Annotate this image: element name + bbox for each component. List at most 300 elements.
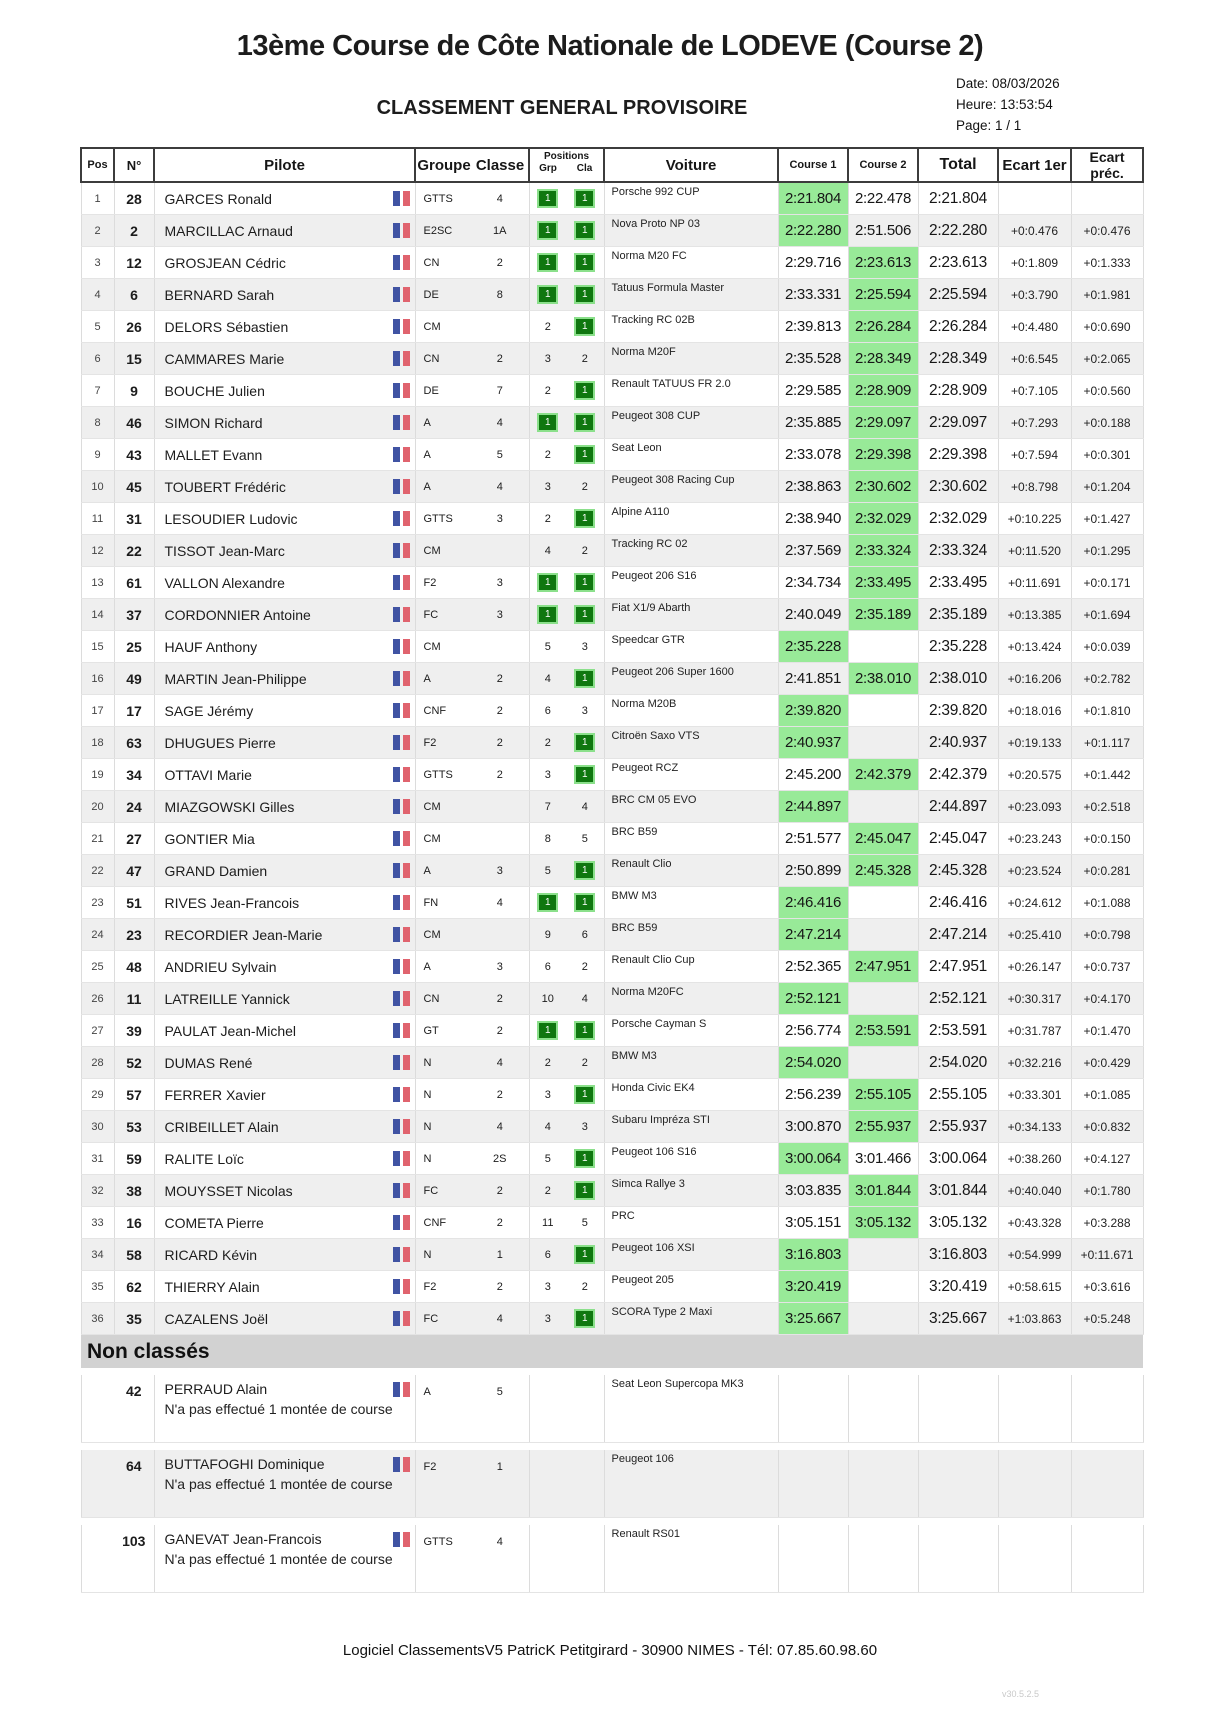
cell-course2: 2:33.495 <box>848 567 918 599</box>
cell-classe: 4 <box>471 182 529 215</box>
cell-ecart-prec: +0:0.429 <box>1071 1047 1143 1079</box>
cell-pos: 7 <box>81 375 114 407</box>
cell-course1: 2:46.416 <box>778 887 848 919</box>
cell-voiture: BRC B59 <box>604 919 778 951</box>
cell-total <box>918 1525 998 1593</box>
french-flag-icon <box>393 895 410 910</box>
table-row <box>81 631 1143 663</box>
cell-groupe: N <box>415 1239 471 1271</box>
pilot-name: VALLON Alexandre <box>164 574 285 591</box>
cell-cla-position: 2 <box>566 343 604 375</box>
cell-course2 <box>848 1450 918 1518</box>
french-flag-icon <box>393 575 410 590</box>
pilot-name: GARCES Ronald <box>164 190 272 207</box>
cell-course2: 2:45.328 <box>848 855 918 887</box>
cell-cla-position <box>566 247 604 279</box>
cell-grp-position <box>529 247 566 279</box>
cell-ecart-prec: +0:5.248 <box>1071 1303 1143 1335</box>
cell-ecart-prec: +0:1.204 <box>1071 471 1143 503</box>
cell-total: 2:26.284 <box>918 311 998 343</box>
cell-voiture: Peugeot RCZ <box>604 759 778 791</box>
cell-total: 2:53.591 <box>918 1015 998 1047</box>
french-flag-icon <box>393 223 410 238</box>
cell-classe: 4 <box>471 1111 529 1143</box>
cell-course2: 2:32.029 <box>848 503 918 535</box>
cell-cla-position <box>566 1525 604 1593</box>
pilot-name: CAMMARES Marie <box>164 350 285 367</box>
cell-groupe: CM <box>415 919 471 951</box>
cell-pilote <box>154 855 415 887</box>
cell-num: 11 <box>114 983 154 1015</box>
cell-course1: 2:51.577 <box>778 823 848 855</box>
cell-classe: 2 <box>471 343 529 375</box>
cell-pos: 28 <box>81 1047 114 1079</box>
cell-voiture: Renault Clio <box>604 855 778 887</box>
pilot-name: GROSJEAN Cédric <box>164 254 286 271</box>
cell-total: 2:29.398 <box>918 439 998 471</box>
cell-ecart-prec: +0:1.088 <box>1071 887 1143 919</box>
cell-pos <box>81 1525 114 1593</box>
pilot-name: TISSOT Jean-Marc <box>164 542 285 559</box>
cell-ecart-1er: +0:26.147 <box>998 951 1071 983</box>
cell-ecart-1er: +0:3.790 <box>998 279 1071 311</box>
cell-course1 <box>778 1375 848 1443</box>
french-flag-icon <box>393 1151 410 1166</box>
pilot-name: RALITE Loïc <box>164 1150 244 1167</box>
position-1-badge: 1 <box>574 381 595 400</box>
cell-course2: 2:55.105 <box>848 1079 918 1111</box>
col-header-voiture: Voiture <box>604 148 778 182</box>
cell-ecart-prec <box>1071 1375 1143 1443</box>
cell-ecart-1er: +0:19.133 <box>998 727 1071 759</box>
pilot-name: COMETA Pierre <box>164 1214 264 1231</box>
cell-ecart-prec: +0:1.780 <box>1071 1175 1143 1207</box>
cell-ecart-1er: +0:16.206 <box>998 663 1071 695</box>
pilot-name: ANDRIEU Sylvain <box>164 958 277 975</box>
cell-grp-position: 6 <box>529 695 566 727</box>
cell-pilote <box>154 407 415 439</box>
cell-num: 49 <box>114 663 154 695</box>
col-header-classe: Classe <box>475 156 525 174</box>
cell-pilote <box>154 663 415 695</box>
position-1-badge: 1 <box>574 733 595 752</box>
col-header-grp: Grp <box>529 163 566 182</box>
cell-pos: 1 <box>81 182 114 215</box>
cell-course1: 2:35.228 <box>778 631 848 663</box>
cell-voiture: Citroën Saxo VTS <box>604 727 778 759</box>
cell-groupe: CM <box>415 823 471 855</box>
meta-block <box>956 73 1060 136</box>
cell-num: 28 <box>114 182 154 215</box>
cell-grp-position: 5 <box>529 631 566 663</box>
cell-voiture: PRC <box>604 1207 778 1239</box>
cell-num: 16 <box>114 1207 154 1239</box>
cell-num: 103 <box>114 1525 154 1593</box>
cell-cla-position <box>566 311 604 343</box>
cell-cla-position <box>566 887 604 919</box>
cell-grp-position: 10 <box>529 983 566 1015</box>
cell-num: 43 <box>114 439 154 471</box>
cell-course1: 2:47.214 <box>778 919 848 951</box>
unclassified-note: N'a pas effectué 1 montée de course <box>164 1476 393 1492</box>
table-row <box>81 311 1143 343</box>
cell-ecart-prec: +0:0.171 <box>1071 567 1143 599</box>
cell-pos: 35 <box>81 1271 114 1303</box>
cell-num: 2 <box>114 215 154 247</box>
pilot-name: BOUCHE Julien <box>164 382 265 399</box>
table-row <box>81 1271 1143 1303</box>
table-row <box>81 1303 1143 1335</box>
pilot-name: RICARD Kévin <box>164 1246 258 1263</box>
cell-grp-position: 3 <box>529 759 566 791</box>
cell-groupe: N <box>415 1079 471 1111</box>
cell-total: 2:33.324 <box>918 535 998 567</box>
table-row <box>81 182 1143 215</box>
cell-cla-position <box>566 855 604 887</box>
cell-classe: 7 <box>471 375 529 407</box>
cell-cla-position: 3 <box>566 1111 604 1143</box>
cell-ecart-1er: +0:7.105 <box>998 375 1071 407</box>
french-flag-icon <box>393 319 410 334</box>
cell-ecart-prec: +0:4.127 <box>1071 1143 1143 1175</box>
cell-cla-position: 5 <box>566 1207 604 1239</box>
cell-pilote <box>154 247 415 279</box>
cell-voiture: Alpine A110 <box>604 503 778 535</box>
spacer-row <box>81 1443 1143 1451</box>
cell-pilote <box>154 1175 415 1207</box>
cell-pilote <box>154 759 415 791</box>
table-row <box>81 599 1143 631</box>
cell-voiture: Peugeot 205 <box>604 1271 778 1303</box>
col-header-ecart-prec: Ecart préc. <box>1071 148 1143 182</box>
cell-voiture: Honda Civic EK4 <box>604 1079 778 1111</box>
col-header-course2: Course 2 <box>848 148 918 182</box>
cell-classe: 5 <box>471 1375 529 1443</box>
cell-classe <box>471 823 529 855</box>
cell-course2: 2:47.951 <box>848 951 918 983</box>
cell-course2 <box>848 1239 918 1271</box>
cell-grp-position <box>529 1015 566 1047</box>
cell-pilote <box>154 727 415 759</box>
table-row <box>81 1143 1143 1175</box>
cell-num: 31 <box>114 503 154 535</box>
cell-ecart-prec <box>1071 182 1143 215</box>
position-1-badge: 1 <box>574 445 595 464</box>
cell-course2: 2:28.909 <box>848 375 918 407</box>
cell-pilote <box>154 279 415 311</box>
cell-total: 2:32.029 <box>918 503 998 535</box>
cell-pilote <box>154 1143 415 1175</box>
cell-pilote <box>154 695 415 727</box>
cell-voiture: Renault TATUUS FR 2.0 <box>604 375 778 407</box>
cell-grp-position: 3 <box>529 1079 566 1111</box>
non-classes-title: Non classés <box>81 1335 1143 1369</box>
pilot-name: RIVES Jean-Francois <box>164 894 300 911</box>
cell-groupe: GTTS <box>415 1525 471 1593</box>
pilot-name: RECORDIER Jean-Marie <box>164 926 323 943</box>
cell-ecart-prec: +0:2.518 <box>1071 791 1143 823</box>
french-flag-icon <box>393 255 410 270</box>
cell-ecart-prec: +0:0.798 <box>1071 919 1143 951</box>
cell-num: 9 <box>114 375 154 407</box>
table-row <box>81 247 1143 279</box>
position-1-badge: 1 <box>537 285 558 304</box>
position-1-badge: 1 <box>574 285 595 304</box>
cell-classe: 4 <box>471 1047 529 1079</box>
pilot-name: LESOUDIER Ludovic <box>164 510 298 527</box>
cell-voiture: Porsche 992 CUP <box>604 182 778 215</box>
cell-ecart-1er <box>998 1375 1071 1443</box>
position-1-badge: 1 <box>574 1309 595 1328</box>
cell-cla-position: 5 <box>566 823 604 855</box>
cell-classe <box>471 791 529 823</box>
cell-pos: 24 <box>81 919 114 951</box>
cell-groupe: CNF <box>415 1207 471 1239</box>
cell-groupe: F2 <box>415 567 471 599</box>
cell-total: 2:42.379 <box>918 759 998 791</box>
cell-course2 <box>848 1303 918 1335</box>
cell-ecart-1er <box>998 1450 1071 1518</box>
position-1-badge: 1 <box>574 509 595 528</box>
table-row <box>81 535 1143 567</box>
cell-ecart-1er: +0:18.016 <box>998 695 1071 727</box>
cell-pos: 17 <box>81 695 114 727</box>
cell-groupe: FC <box>415 599 471 631</box>
table-row <box>81 951 1143 983</box>
cell-course1: 3:05.151 <box>778 1207 848 1239</box>
cell-pilote <box>154 1271 415 1303</box>
position-1-badge: 1 <box>574 669 595 688</box>
cell-pilote <box>154 1525 415 1593</box>
cell-classe: 4 <box>471 471 529 503</box>
cell-total: 2:47.214 <box>918 919 998 951</box>
pilot-name: LATREILLE Yannick <box>164 990 290 1007</box>
cell-total: 2:39.820 <box>918 695 998 727</box>
pilot-name: OTTAVI Marie <box>164 766 252 783</box>
cell-grp-position: 4 <box>529 535 566 567</box>
cell-total: 2:23.613 <box>918 247 998 279</box>
table-row <box>81 1175 1143 1207</box>
cell-pilote <box>154 1079 415 1111</box>
cell-total: 2:40.937 <box>918 727 998 759</box>
cell-total: 2:52.121 <box>918 983 998 1015</box>
cell-course2: 2:28.349 <box>848 343 918 375</box>
cell-pos: 23 <box>81 887 114 919</box>
cell-groupe: A <box>415 471 471 503</box>
cell-num: 48 <box>114 951 154 983</box>
cell-classe: 4 <box>471 887 529 919</box>
cell-pilote <box>154 887 415 919</box>
cell-ecart-1er: +0:13.385 <box>998 599 1071 631</box>
cell-grp-position <box>529 1450 566 1518</box>
cell-pos: 2 <box>81 215 114 247</box>
cell-grp-position <box>529 567 566 599</box>
position-1-badge: 1 <box>537 189 558 208</box>
french-flag-icon <box>393 383 410 398</box>
cell-num: 46 <box>114 407 154 439</box>
cell-pos: 6 <box>81 343 114 375</box>
cell-num: 58 <box>114 1239 154 1271</box>
cell-classe: 2 <box>471 1175 529 1207</box>
table-row <box>81 1015 1143 1047</box>
col-header-pilote: Pilote <box>154 148 415 182</box>
cell-pilote <box>154 1015 415 1047</box>
cell-pos: 14 <box>81 599 114 631</box>
cell-voiture: BRC CM 05 EVO <box>604 791 778 823</box>
cell-num: 35 <box>114 1303 154 1335</box>
cell-grp-position: 3 <box>529 343 566 375</box>
pilot-name: DUMAS René <box>164 1054 253 1071</box>
cell-course1: 2:35.528 <box>778 343 848 375</box>
cell-total: 2:38.010 <box>918 663 998 695</box>
cell-course2: 2:25.594 <box>848 279 918 311</box>
cell-course1: 2:52.121 <box>778 983 848 1015</box>
cell-course2 <box>848 1525 918 1593</box>
cell-course2 <box>848 1047 918 1079</box>
cell-voiture: Peugeot 206 S16 <box>604 567 778 599</box>
position-1-badge: 1 <box>574 861 595 880</box>
cell-grp-position: 3 <box>529 1303 566 1335</box>
cell-grp-position: 4 <box>529 1111 566 1143</box>
cell-pos: 22 <box>81 855 114 887</box>
table-row <box>81 279 1143 311</box>
cell-groupe: N <box>415 1143 471 1175</box>
cell-course2: 2:29.097 <box>848 407 918 439</box>
cell-total: 2:25.594 <box>918 279 998 311</box>
cell-voiture: SCORA Type 2 Maxi <box>604 1303 778 1335</box>
cell-cla-position <box>566 1375 604 1443</box>
cell-groupe: A <box>415 1375 471 1443</box>
cell-groupe: F2 <box>415 727 471 759</box>
french-flag-icon <box>393 735 410 750</box>
french-flag-icon <box>393 1183 410 1198</box>
cell-groupe: F2 <box>415 1271 471 1303</box>
french-flag-icon <box>393 799 410 814</box>
french-flag-icon <box>393 351 410 366</box>
cell-groupe: GTTS <box>415 759 471 791</box>
cell-course1: 2:40.937 <box>778 727 848 759</box>
cell-cla-position <box>566 759 604 791</box>
cell-cla-position: 2 <box>566 1047 604 1079</box>
cell-voiture: Norma M20 FC <box>604 247 778 279</box>
cell-voiture: Norma M20FC <box>604 983 778 1015</box>
cell-pos: 20 <box>81 791 114 823</box>
cell-voiture: Norma M20F <box>604 343 778 375</box>
cell-voiture: Tracking RC 02B <box>604 311 778 343</box>
cell-voiture: Renault RS01 <box>604 1525 778 1593</box>
cell-ecart-1er: +0:0.476 <box>998 215 1071 247</box>
position-1-badge: 1 <box>574 189 595 208</box>
table-row <box>81 343 1143 375</box>
spacer-row <box>81 1368 1143 1375</box>
french-flag-icon <box>393 639 410 654</box>
cell-course1: 2:21.804 <box>778 182 848 215</box>
cell-num: 37 <box>114 599 154 631</box>
pilot-name: GONTIER Mia <box>164 830 255 847</box>
pilot-name: MOUYSSET Nicolas <box>164 1182 293 1199</box>
pilot-name: THIERRY Alain <box>164 1278 260 1295</box>
cell-course1: 2:34.734 <box>778 567 848 599</box>
cell-total: 2:54.020 <box>918 1047 998 1079</box>
cell-pos: 21 <box>81 823 114 855</box>
cell-pilote <box>154 1450 415 1518</box>
cell-course2: 2:35.189 <box>848 599 918 631</box>
table-row <box>81 503 1143 535</box>
cell-ecart-prec: +0:1.442 <box>1071 759 1143 791</box>
page-title: 13ème Course de Côte Nationale de LODEVE (Course 2) <box>236 30 984 62</box>
cell-classe: 1 <box>471 1239 529 1271</box>
cell-cla-position <box>566 439 604 471</box>
col-header-ecart-1er: Ecart 1er <box>998 148 1071 182</box>
cell-total: 2:35.189 <box>918 599 998 631</box>
cell-pos: 29 <box>81 1079 114 1111</box>
french-flag-icon <box>393 1087 410 1102</box>
cell-num: 34 <box>114 759 154 791</box>
cell-course1: 2:41.851 <box>778 663 848 695</box>
cell-ecart-1er: +0:4.480 <box>998 311 1071 343</box>
cell-groupe: CN <box>415 343 471 375</box>
cell-grp-position: 5 <box>529 855 566 887</box>
cell-pilote <box>154 375 415 407</box>
cell-groupe: GTTS <box>415 182 471 215</box>
cell-course1: 2:35.885 <box>778 407 848 439</box>
cell-num: 62 <box>114 1271 154 1303</box>
position-1-badge: 1 <box>574 605 595 624</box>
french-flag-icon <box>393 767 410 782</box>
pilot-name: SAGE Jérémy <box>164 702 254 719</box>
french-flag-icon <box>393 671 410 686</box>
position-1-badge: 1 <box>574 893 595 912</box>
cell-pos: 27 <box>81 1015 114 1047</box>
pilot-name: MARTIN Jean-Philippe <box>164 670 307 687</box>
cell-voiture: Peugeot 308 Racing Cup <box>604 471 778 503</box>
cell-ecart-1er <box>998 1525 1071 1593</box>
french-flag-icon <box>393 511 410 526</box>
cell-ecart-prec: +0:2.782 <box>1071 663 1143 695</box>
cell-pos: 3 <box>81 247 114 279</box>
cell-groupe: CM <box>415 791 471 823</box>
cell-groupe: A <box>415 439 471 471</box>
cell-voiture: BMW M3 <box>604 887 778 919</box>
french-flag-icon <box>393 1055 410 1070</box>
cell-classe: 4 <box>471 1525 529 1593</box>
table-row <box>81 1111 1143 1143</box>
position-1-badge: 1 <box>537 413 558 432</box>
cell-pilote <box>154 599 415 631</box>
cell-groupe: DE <box>415 279 471 311</box>
french-flag-icon <box>393 191 410 206</box>
cell-course2: 2:26.284 <box>848 311 918 343</box>
cell-cla-position <box>566 1143 604 1175</box>
cell-ecart-1er: +0:23.524 <box>998 855 1071 887</box>
cell-ecart-1er: +0:43.328 <box>998 1207 1071 1239</box>
cell-cla-position <box>566 375 604 407</box>
cell-cla-position: 2 <box>566 471 604 503</box>
cell-cla-position <box>566 1015 604 1047</box>
cell-total: 2:28.909 <box>918 375 998 407</box>
cell-course1: 2:33.078 <box>778 439 848 471</box>
cell-ecart-1er: +0:7.594 <box>998 439 1071 471</box>
cell-grp-position: 8 <box>529 823 566 855</box>
table-row <box>81 919 1143 951</box>
cell-pilote <box>154 1047 415 1079</box>
pilot-name: DHUGUES Pierre <box>164 734 276 751</box>
unclassified-note: N'a pas effectué 1 montée de course <box>164 1551 393 1567</box>
cell-ecart-prec: +0:0.832 <box>1071 1111 1143 1143</box>
cell-ecart-1er: +0:32.216 <box>998 1047 1071 1079</box>
cell-cla-position <box>566 407 604 439</box>
meta-time: Heure: 13:53:54 <box>956 97 1053 112</box>
